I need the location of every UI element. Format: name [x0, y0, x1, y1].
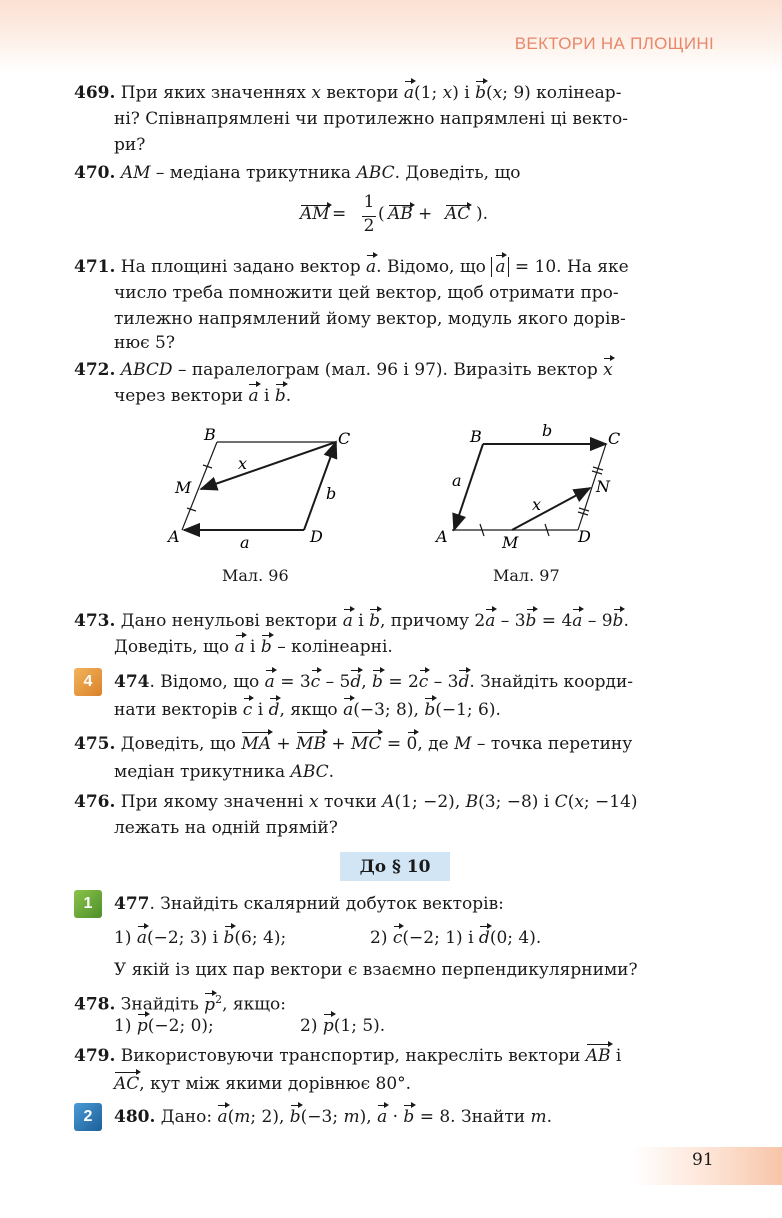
problem-478-item-1: 1) p(−2; 0); — [114, 1013, 294, 1039]
page-number: 91 — [692, 1150, 714, 1170]
level-1-badge-icon: 1 — [74, 890, 102, 918]
label-m-point: M — [502, 533, 519, 552]
problem-478-line-1: 478. Знайдіть $p^2$, якщо: — [74, 987, 714, 1013]
problem-470-line-1: 470. AM – медіана трикутника ABC. Доведіть, що — [74, 163, 521, 183]
problem-478-item-2: 2) p(1; 5). — [300, 1013, 480, 1039]
label-a-vector: a — [452, 471, 462, 490]
label-c-vertex: C — [608, 429, 621, 448]
problem-472-line-1: 472. ABCD – паралелограм (мал. 96 і 97). Виразіть вектор x — [74, 357, 714, 383]
problem-469-line-3: ри? — [114, 135, 146, 155]
problem-473-line-2: Доведіть, що a і b – колінеарні. — [114, 634, 714, 660]
vector-x — [201, 442, 336, 489]
problem-number: 469. — [74, 83, 116, 103]
tick-mark — [187, 508, 196, 511]
problem-469-line-1: 469. При яких значеннях x вектори a(1; x) і b(x; 9) колінеар- — [74, 80, 714, 106]
problem-476-line-1: 476. При якому значенні x точки A(1; −2), B(3; −8) і C(x; −14) — [74, 792, 638, 812]
label-a-vector: a — [240, 533, 250, 552]
label-a-vertex: A — [168, 527, 180, 546]
label-b-vector: b — [326, 484, 337, 503]
problem-477-item-2: 2) c(−2; 1) і d(0; 4). — [370, 925, 610, 951]
problem-472-line-2: через вектори a і b. — [114, 383, 714, 409]
figure-97-parallelogram — [430, 420, 630, 560]
problem-477-line-1: 477. Знайдіть скалярний добуток векторів: — [114, 894, 504, 914]
vector-x — [512, 488, 590, 530]
label-x-vector: x — [238, 454, 248, 473]
problem-471-line-2: число треба помножити цей вектор, щоб отримати про- — [114, 283, 619, 303]
problem-475-line-1: 475. Доведіть, що MA + MB + MC = 0, де M – точка перетину — [74, 731, 714, 757]
problem-476-line-2: лежать на одній прямій? — [114, 818, 338, 838]
level-2-badge-icon: 2 — [74, 1103, 102, 1131]
section-heading: До § 10 — [340, 852, 450, 881]
label-b-vertex: B — [470, 427, 482, 446]
level-4-badge-icon: 4 — [74, 668, 102, 696]
running-header: ВЕКТОРИ НА ПЛОЩИНІ — [514, 34, 714, 53]
problem-471-line-1: 471. На площині задано вектор a. Відомо, що a = 10. На яке — [74, 254, 714, 280]
problem-471-line-4: нює 5? — [114, 333, 175, 353]
problem-471-line-3: тилежно напрямлений йому вектор, модуль якого дорів- — [114, 309, 626, 329]
figure-96-parallelogram — [160, 420, 360, 560]
problem-477-item-1: 1) a(−2; 3) і b(6; 4); — [114, 925, 364, 951]
label-d-vertex: D — [310, 527, 323, 546]
problem-477-line-3: У якій із цих пар вектори є взаємно перпендикулярними? — [114, 960, 638, 980]
label-a-vertex: A — [436, 527, 448, 546]
problem-479-line-1: 479. Використовуючи транспортир, накресліть вектори AB і — [74, 1043, 714, 1069]
figure-96-caption: Мал. 96 — [222, 566, 289, 585]
label-b-vertex: B — [204, 425, 216, 444]
figure-97-caption: Мал. 97 — [493, 566, 560, 585]
problem-480-line-1: 480. Дано: a(m; 2), b(−3; m), a · b = 8. Знайти m. — [114, 1104, 714, 1130]
problem-479-line-2: AC, кут між якими дорівнює 80°. — [114, 1071, 714, 1097]
label-d-vertex: D — [578, 527, 591, 546]
problem-474-line-1: 474. Відомо, що a = 3c – 5d, b = 2c – 3d. Знайдіть коорди- — [114, 669, 714, 695]
problem-474-line-2: нати векторів c і d, якщо a(−3; 8), b(−1; 6). — [114, 697, 714, 723]
formula-median: AM = 1 2 ( AB + AC ). — [300, 192, 489, 236]
label-n-point: N — [596, 477, 610, 496]
label-x-vector: x — [532, 495, 542, 514]
label-c-vertex: C — [338, 429, 351, 448]
absolute-value: a — [491, 257, 509, 277]
problem-473-line-1: 473. Дано ненульові вектори a і b, причому 2a – 3b = 4a – 9b. — [74, 608, 714, 634]
label-m-point: M — [175, 478, 192, 497]
problem-469-line-2: ні? Співнапрямлені чи протилежно напрямлені ці векто- — [114, 109, 628, 129]
label-b-vector: b — [542, 421, 553, 440]
problem-475-line-2: медіан трикутника ABC. — [114, 762, 335, 782]
